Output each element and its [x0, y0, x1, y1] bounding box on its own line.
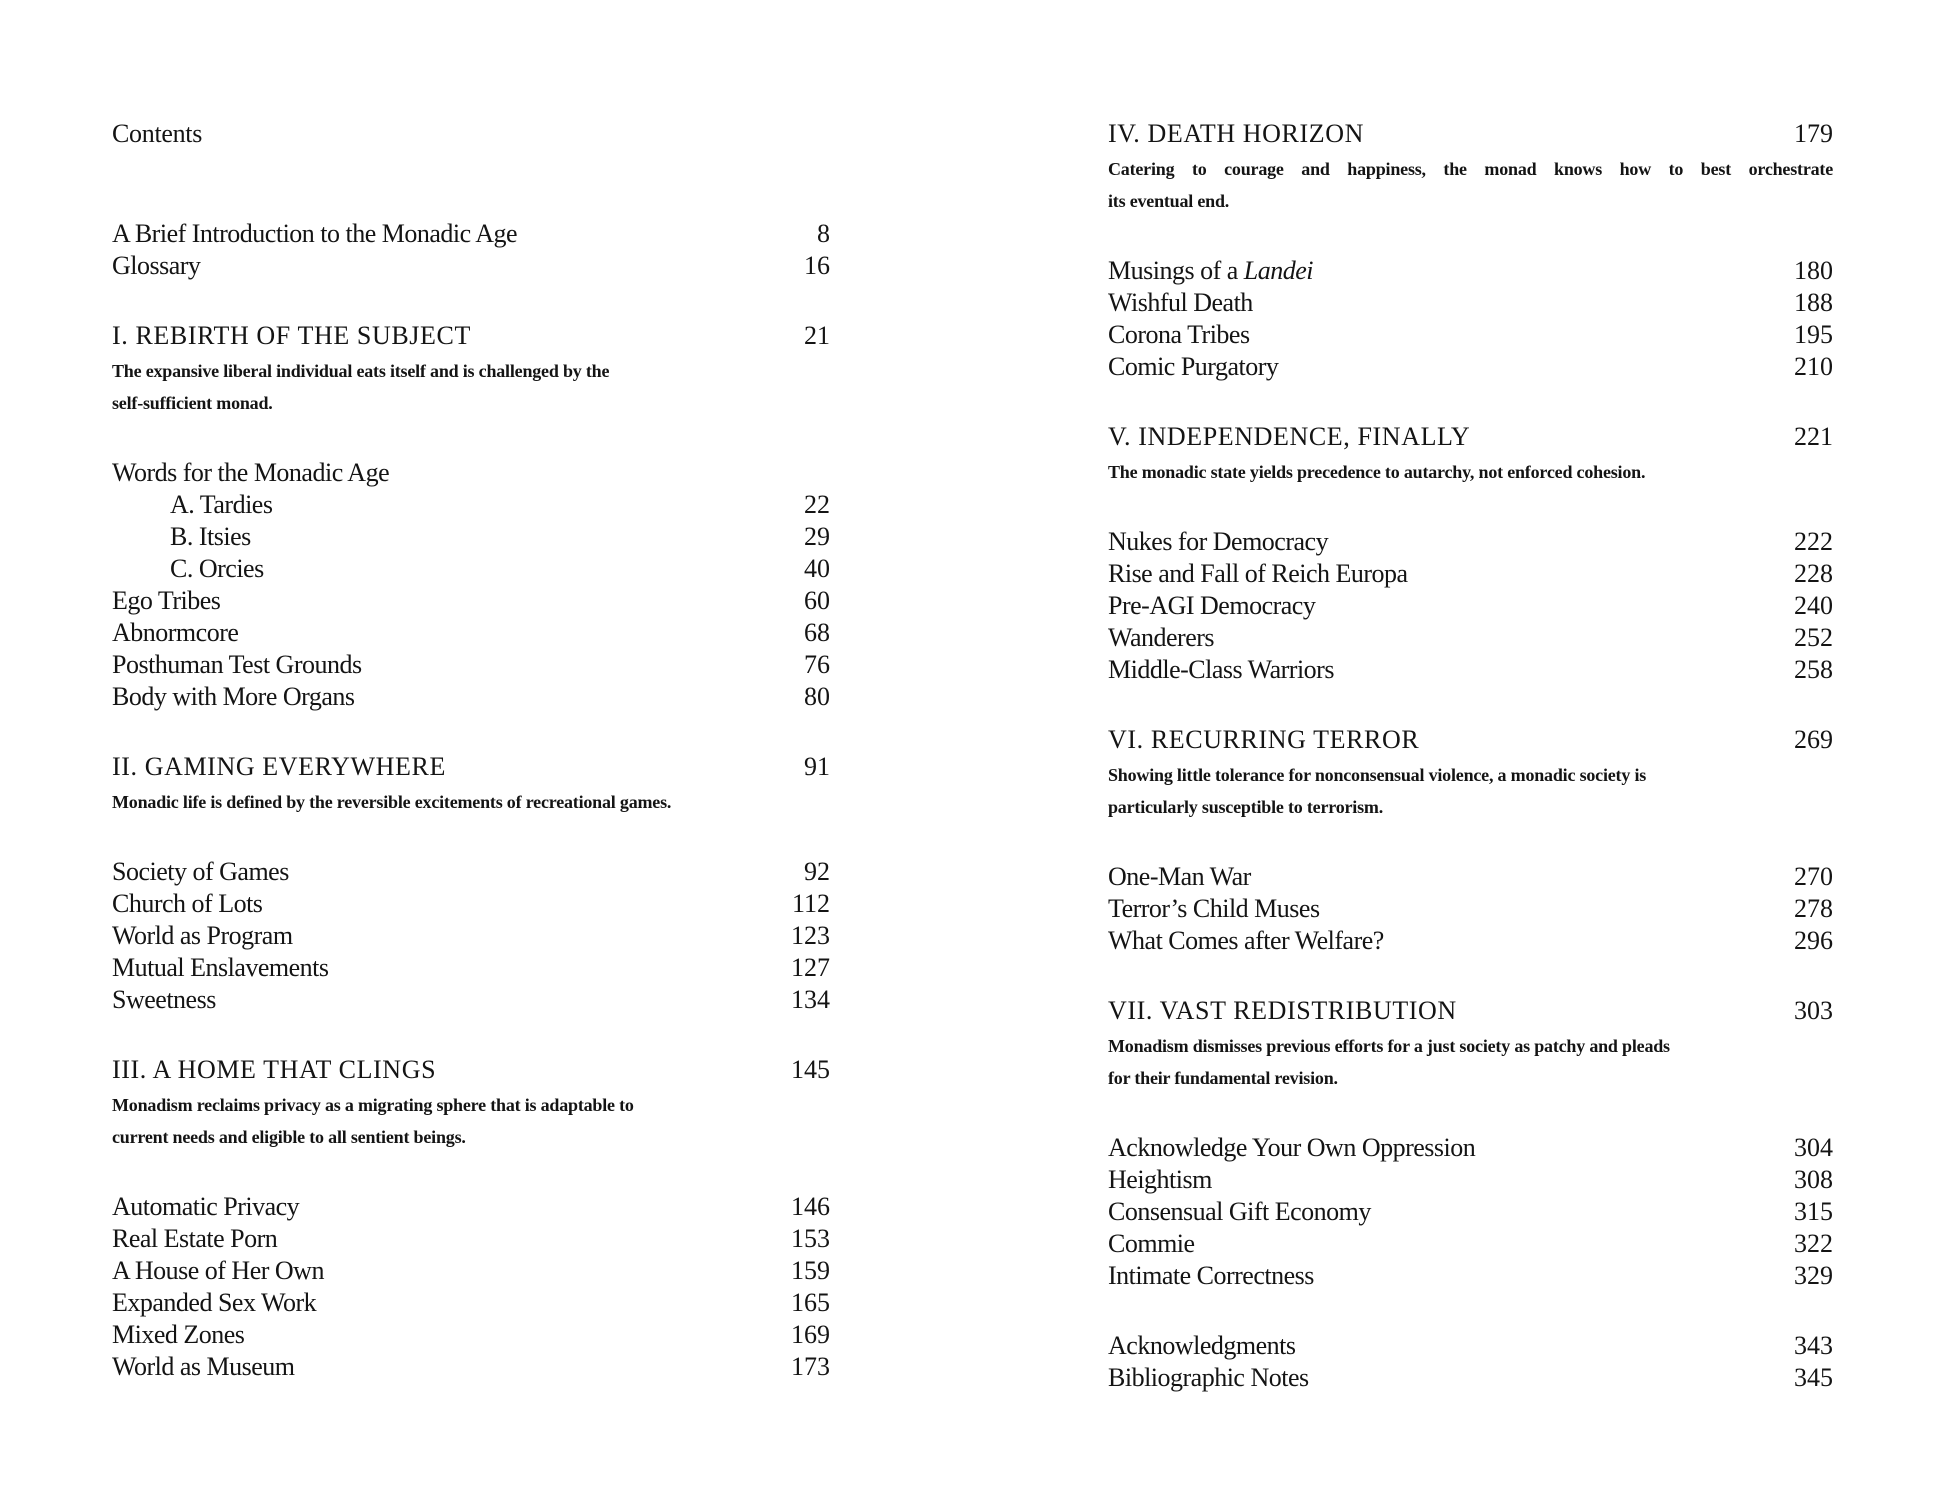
toc-section-subtitle: [112, 1089, 830, 1153]
toc-section-block: [112, 320, 830, 419]
toc-entry-title: Heightism: [1108, 1165, 1212, 1194]
toc-section-subtitle: [1108, 153, 1833, 217]
toc-section-subtitle-line: current needs and eligible to all sentient beings.: [112, 1127, 466, 1147]
toc-entry-row: [1108, 1196, 1833, 1228]
toc-entry-title: B. Itsies: [170, 522, 251, 551]
toc-column-left: [112, 118, 830, 1383]
toc-entry-title: Intimate Correctness: [1108, 1261, 1314, 1290]
toc-entry-page-number: 296: [1794, 926, 1833, 955]
toc-section-subtitle: [112, 355, 830, 419]
toc-section-page-number: 221: [1794, 422, 1833, 451]
toc-entry-row: [112, 489, 830, 521]
toc-entry-page-number: 329: [1794, 1261, 1833, 1290]
toc-entry-page-number: 127: [791, 953, 830, 982]
toc-entry-title: Middle-Class Warriors: [1108, 655, 1334, 684]
toc-entry-group: [1108, 861, 1833, 957]
toc-entry-page-number: 8: [817, 219, 830, 248]
toc-entry-page-number: 40: [804, 554, 830, 583]
toc-entry-title: Pre-AGI Democracy: [1108, 591, 1316, 620]
toc-entry-row: [1108, 1132, 1833, 1164]
toc-entry-row: [1108, 1330, 1833, 1362]
toc-section-block: [1108, 995, 1833, 1094]
toc-entry-page-number: 134: [791, 985, 830, 1014]
toc-entry-title: [1108, 255, 1313, 287]
toc-column-right: [1108, 118, 1833, 1394]
toc-entry-title: Automatic Privacy: [112, 1192, 300, 1221]
toc-entry-page-number: 308: [1794, 1165, 1833, 1194]
toc-entry-title: Mixed Zones: [112, 1320, 245, 1349]
toc-entry-title: Ego Tribes: [112, 586, 221, 615]
toc-entry-row: [1108, 287, 1833, 319]
toc-entry-page-number: 258: [1794, 655, 1833, 684]
toc-entry-page-number: 270: [1794, 862, 1833, 891]
toc-section-heading: VII. VAST REDISTRIBUTION: [1108, 996, 1457, 1025]
toc-entry-row: [1108, 590, 1833, 622]
toc-section-subtitle: [1108, 1030, 1833, 1094]
toc-entry-title: A House of Her Own: [112, 1256, 324, 1285]
toc-entry-group: [112, 218, 830, 282]
toc-entry-row: [1108, 255, 1833, 287]
toc-entry-title: What Comes after Welfare?: [1108, 926, 1384, 955]
toc-section-subtitle-line: for their fundamental revision.: [1108, 1068, 1338, 1088]
toc-section-block: [1108, 118, 1833, 217]
toc-section-page-number: 21: [804, 321, 830, 350]
toc-entry-row: [112, 585, 830, 617]
toc-entry-page-number: 252: [1794, 623, 1833, 652]
toc-entry-title: Body with More Organs: [112, 682, 355, 711]
toc-entry-page-number: 92: [804, 857, 830, 886]
toc-entry-title: Words for the Monadic Age: [112, 458, 390, 487]
toc-section-block: [1108, 421, 1833, 488]
toc-entry-page-number: 68: [804, 618, 830, 647]
toc-section-heading-row: [112, 320, 830, 352]
toc-section-subtitle: [112, 786, 830, 818]
toc-entry-page-number: 188: [1794, 288, 1833, 317]
toc-entry-page-number: 153: [791, 1224, 830, 1253]
toc-entry-row: [112, 457, 830, 489]
toc-section-subtitle-line: self-sufficient monad.: [112, 393, 273, 413]
toc-section-heading: II. GAMING EVERYWHERE: [112, 752, 446, 781]
toc-section-heading-row: [1108, 724, 1833, 756]
toc-entry-page-number: 165: [791, 1288, 830, 1317]
toc-entry-title: Glossary: [112, 251, 201, 280]
toc-entry-page-number: 60: [804, 586, 830, 615]
toc-section-heading: VI. RECURRING TERROR: [1108, 725, 1420, 754]
toc-entry-row: [112, 952, 830, 984]
toc-section-page-number: 179: [1794, 119, 1833, 148]
toc-entry-row: [112, 1223, 830, 1255]
toc-section-subtitle-line: Monadic life is defined by the reversible excitements of recreational games.: [112, 792, 672, 812]
toc-entry-page-number: 195: [1794, 320, 1833, 349]
toc-entry-group: [1108, 1330, 1833, 1394]
toc-entry-row: [112, 920, 830, 952]
toc-entry-title: Rise and Fall of Reich Europa: [1108, 559, 1408, 588]
toc-entry-page-number: 112: [791, 889, 830, 918]
toc-entry-title: Commie: [1108, 1229, 1195, 1258]
toc-entry-row: [112, 218, 830, 250]
toc-entry-row: [1108, 319, 1833, 351]
toc-section-subtitle-line: The expansive liberal individual eats itself and is challenged by the: [112, 361, 610, 381]
toc-entry-group: [112, 1191, 830, 1383]
toc-section-heading-row: [112, 1054, 830, 1086]
toc-entry-group: [1108, 255, 1833, 383]
toc-entry-title: Mutual Enslavements: [112, 953, 329, 982]
toc-entry-page-number: 123: [791, 921, 830, 950]
toc-entry-title: Church of Lots: [112, 889, 263, 918]
toc-entry-page-number: 76: [804, 650, 830, 679]
toc-entry-row: [112, 1287, 830, 1319]
toc-section-subtitle-line: Monadism reclaims privacy as a migrating sphere that is adaptable to: [112, 1095, 634, 1115]
toc-entry-row: [1108, 351, 1833, 383]
toc-entry-title: A. Tardies: [170, 490, 273, 519]
toc-section-page-number: 269: [1794, 725, 1833, 754]
toc-entry-row: [1108, 861, 1833, 893]
toc-entry-row: [1108, 558, 1833, 590]
toc-entry-row: [1108, 1164, 1833, 1196]
toc-entry-row: [112, 617, 830, 649]
toc-entry-page-number: 169: [791, 1320, 830, 1349]
toc-entry-page-number: 16: [804, 251, 830, 280]
toc-entry-row: [1108, 925, 1833, 957]
toc-entry-title: World as Museum: [112, 1352, 295, 1381]
toc-entry-page-number: 29: [804, 522, 830, 551]
toc-section-block: [112, 1054, 830, 1153]
toc-entry-page-number: 159: [791, 1256, 830, 1285]
toc-entry-title: Real Estate Porn: [112, 1224, 278, 1253]
toc-entry-title: Acknowledgments: [1108, 1331, 1296, 1360]
toc-section-heading-row: [1108, 421, 1833, 453]
toc-entry-title: One-Man War: [1108, 862, 1251, 891]
toc-section-block: [1108, 724, 1833, 823]
toc-entry-title: Abnormcore: [112, 618, 239, 647]
toc-entry-row: [112, 1319, 830, 1351]
toc-title: Contents: [112, 119, 203, 148]
toc-entry-title: Bibliographic Notes: [1108, 1363, 1309, 1392]
toc-entry-page-number: 146: [791, 1192, 830, 1221]
toc-entry-title: Posthuman Test Grounds: [112, 650, 362, 679]
toc-entry-group: [112, 856, 830, 1016]
toc-section-heading-row: [112, 751, 830, 783]
toc-entry-row: [1108, 526, 1833, 558]
toc-entry-page-number: 222: [1794, 527, 1833, 556]
toc-entry-row: [1108, 1362, 1833, 1394]
toc-entry-page-number: 278: [1794, 894, 1833, 923]
toc-section-subtitle: [1108, 759, 1833, 823]
toc-section-subtitle-line: Showing little tolerance for nonconsensual violence, a monadic society is: [1108, 765, 1647, 785]
toc-entry-page-number: 345: [1794, 1363, 1833, 1392]
toc-section-subtitle-line: Catering to courage and happiness, the monad knows how to best orchestrate: [1108, 159, 1833, 179]
toc-entry-title: Expanded Sex Work: [112, 1288, 317, 1317]
toc-section-subtitle-line: particularly susceptible to terrorism.: [1108, 797, 1384, 817]
toc-entry-row: [112, 856, 830, 888]
toc-entry-group: [1108, 526, 1833, 686]
toc-entry-row: [112, 553, 830, 585]
toc-entry-page-number: 80: [804, 682, 830, 711]
toc-entry-title-text: Musings of a: [1108, 256, 1244, 285]
toc-entry-title: Society of Games: [112, 857, 289, 886]
toc-entry-page-number: 210: [1794, 352, 1833, 381]
toc-entry-page-number: 173: [791, 1352, 830, 1381]
toc-entry-row: [112, 1255, 830, 1287]
toc-entry-title: Wanderers: [1108, 623, 1215, 652]
toc-entry-row: [112, 521, 830, 553]
toc-entry-row: [1108, 622, 1833, 654]
toc-entry-row: [112, 649, 830, 681]
toc-entry-title: Acknowledge Your Own Oppression: [1108, 1133, 1476, 1162]
toc-section-subtitle-line: its eventual end.: [1108, 191, 1230, 211]
toc-entry-row: [1108, 893, 1833, 925]
toc-entry-title: A Brief Introduction to the Monadic Age: [112, 219, 518, 248]
toc-section-page-number: 303: [1794, 996, 1833, 1025]
toc-entry-title: Comic Purgatory: [1108, 352, 1279, 381]
toc-entry-title: C. Orcies: [170, 554, 264, 583]
toc-entry-row: [1108, 654, 1833, 686]
toc-entry-row: [112, 984, 830, 1016]
toc-entry-page-number: 240: [1794, 591, 1833, 620]
toc-section-subtitle-line: Monadism dismisses previous efforts for a just society as patchy and pleads: [1108, 1036, 1670, 1056]
toc-entry-group: [1108, 1132, 1833, 1292]
toc-section-heading-row: [1108, 118, 1833, 150]
toc-entry-page-number: 228: [1794, 559, 1833, 588]
toc-section-subtitle-line: The monadic state yields precedence to autarchy, not enforced cohesion.: [1108, 462, 1646, 482]
toc-entry-title: Consensual Gift Economy: [1108, 1197, 1371, 1226]
toc-entry-page-number: 343: [1794, 1331, 1833, 1360]
toc-entry-page-number: 22: [804, 490, 830, 519]
toc-entry-title: Nukes for Democracy: [1108, 527, 1329, 556]
toc-section-page-number: 145: [791, 1055, 830, 1084]
toc-entry-row: [1108, 1260, 1833, 1292]
toc-entry-row: [112, 681, 830, 713]
toc-entry-row: [112, 888, 830, 920]
toc-entry-page-number: 180: [1794, 256, 1833, 285]
toc-entry-title: Terror’s Child Muses: [1108, 894, 1320, 923]
toc-entry-row: [1108, 1228, 1833, 1260]
toc-entry-title: Sweetness: [112, 985, 216, 1014]
toc-section-heading-row: [1108, 995, 1833, 1027]
toc-entry-title: Corona Tribes: [1108, 320, 1250, 349]
toc-entry-group: [112, 457, 830, 713]
toc-entry-row: [112, 250, 830, 282]
toc-entry-page-number: 322: [1794, 1229, 1833, 1258]
toc-section-page-number: 91: [804, 752, 830, 781]
toc-entry-row: [112, 1351, 830, 1383]
toc-section-subtitle: [1108, 456, 1833, 488]
toc-section-heading: IV. DEATH HORIZON: [1108, 119, 1364, 148]
toc-entry-title: World as Program: [112, 921, 293, 950]
toc-entry-row: [112, 1191, 830, 1223]
toc-entry-page-number: 315: [1794, 1197, 1833, 1226]
toc-entry-title: Wishful Death: [1108, 288, 1253, 317]
toc-section-heading: V. INDEPENDENCE, FINALLY: [1108, 422, 1471, 451]
toc-section-heading: I. REBIRTH OF THE SUBJECT: [112, 321, 471, 350]
toc-section-heading: III. A HOME THAT CLINGS: [112, 1055, 437, 1084]
toc-entry-page-number: 304: [1794, 1133, 1833, 1162]
toc-section-block: [112, 751, 830, 818]
toc-entry-title-italic: Landei: [1243, 256, 1314, 285]
